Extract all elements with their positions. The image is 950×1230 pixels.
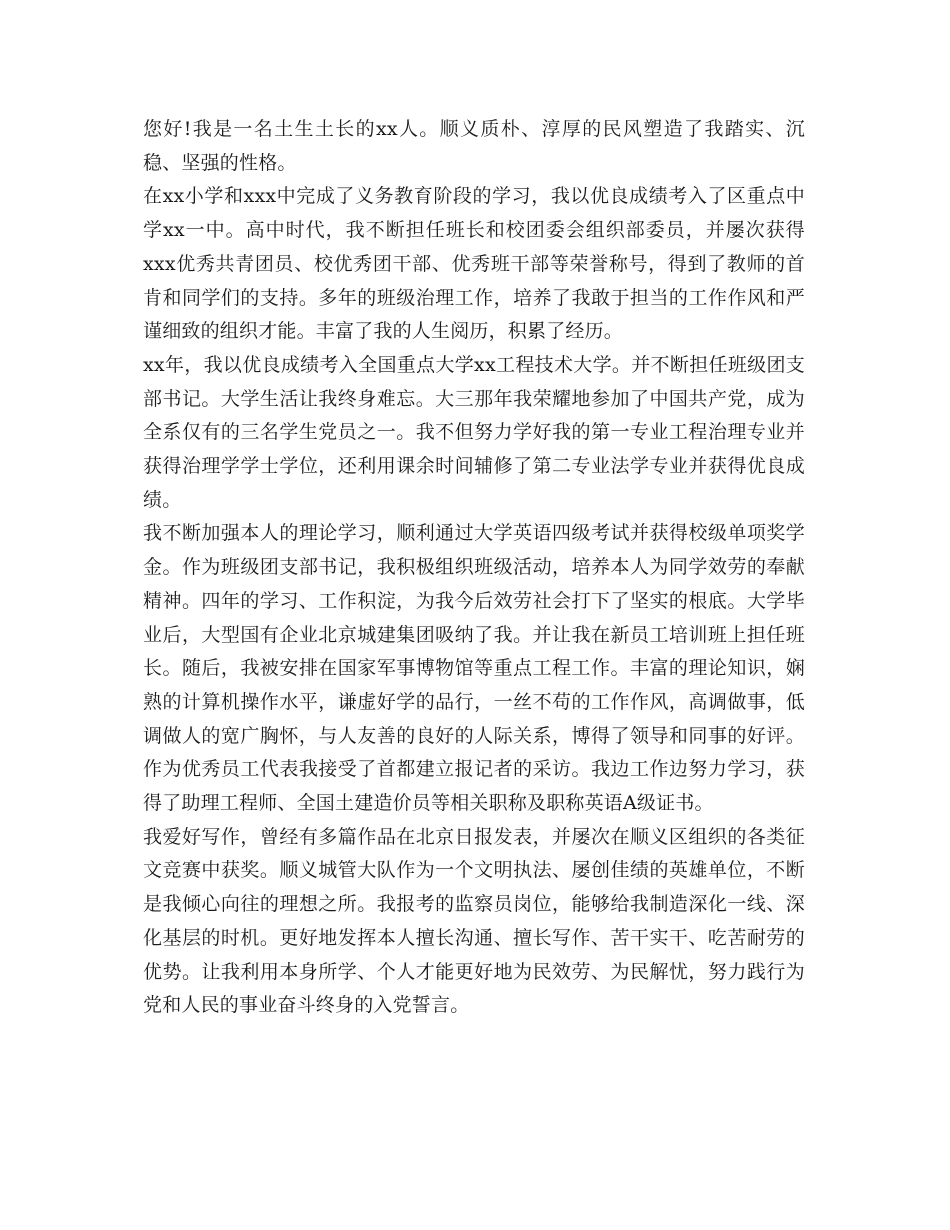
document-body — [143, 113, 805, 1023]
paragraph-intro: 您好!我是一名土生土长的xx人。顺义质朴、淳厚的民风塑造了我踏实、沉稳、坚强的性格。 — [143, 118, 805, 174]
paragraph-university: xx年，我以优良成绩考入全国重点大学xx工程技术大学。并不断担任班级团支部书记。大学生活让我终身难忘。大三那年我荣耀地参加了中国共产党，成为全系仅有的三名学生党员之一。我不但努力学好我的第一专业工程治理专业并获得治理学学士学位，还利用课余时间辅修了第二专业法学专业并获得优良成绩。 — [143, 353, 805, 511]
paragraph-school: 在xx小学和xxx中完成了义务教育阶段的学习，我以优良成绩考入了区重点中学xx一中。高中时代，我不断担任班长和校团委会组织部委员，并屡次获得xxx优秀共青团员、校优秀团干部、优秀班干部等荣誉称号，得到了教师的首肯和同学们的支持。多年的班级治理工作，培养了我敢于担当的工作作风和严谨细致的组织才能。丰富了我的人生阅历，积累了经历。 — [143, 185, 805, 343]
paragraph-motivation: 我爱好写作，曾经有多篇作品在北京日报发表，并屡次在顺义区组织的各类征文竞赛中获奖。顺义城管大队作为一个文明执法、屡创佳绩的英雄单位，不断是我倾心向往的理想之所。我报考的监察员岗位，能够给我制造深化一线、深化基层的时机。更好地发挥本人擅长沟通、擅长写作、苦干实干、吃苦耐劳的优势。让我利用本身所学、个人才能更好地为民效劳、为民解忧，努力践行为党和人民的事业奋斗终身的入党誓言。 — [143, 825, 805, 1017]
paragraph-work: 我不断加强本人的理论学习，顺利通过大学英语四级考试并获得校级单项奖学金。作为班级团支部书记，我积极组织班级活动，培养本人为同学效劳的奉献精神。四年的学习、工作积淀，为我今后效劳社会打下了坚实的根底。大学毕业后，大型国有企业北京城建集团吸纳了我。并让我在新员工培训班上担任班长。随后，我被安排在国家军事博物馆等重点工程工作。丰富的理论知识，娴熟的计算机操作水平，谦虚好学的品行，一丝不苟的工作作风，高调做事，低调做人的宽广胸怀，与人友善的良好的人际关系，博得了领导和同事的好评。作为优秀员工代表我接受了首都建立报记者的采访。我边工作边努力学习，获得了助理工程师、全国土建造价员等相关职称及职称英语A级证书。 — [143, 522, 805, 815]
